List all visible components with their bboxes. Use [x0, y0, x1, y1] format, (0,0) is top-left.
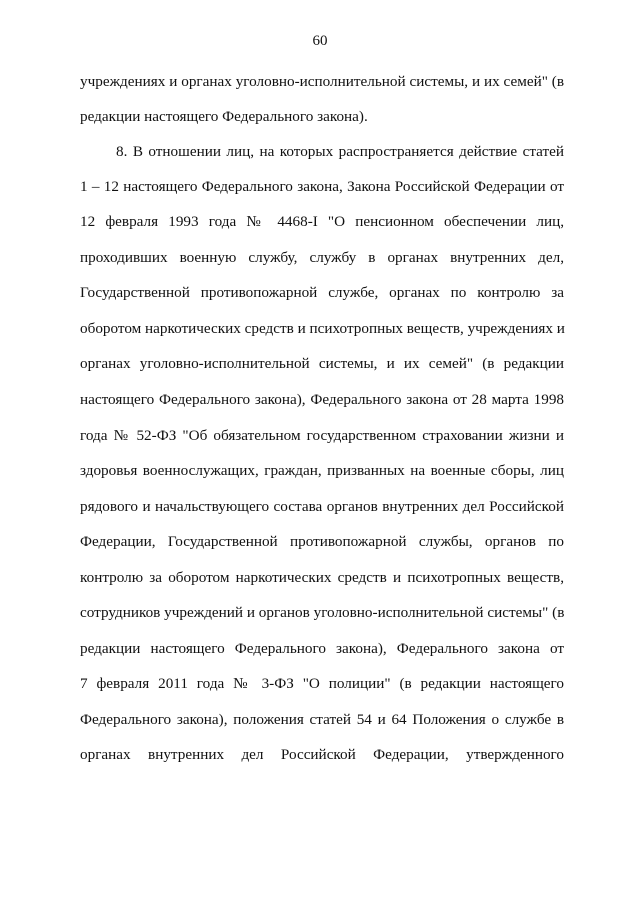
text-line: 12 февраля 1993 года № 4468-I "О пенсионном обеспечении лиц, — [80, 213, 564, 230]
text-line: учреждениях и органах уголовно-исполнительной системы, и их семей" (в — [80, 73, 564, 90]
text-line: Федерального закона), положения статей 54 и 64 Положения о службе в — [80, 711, 564, 728]
text-line: органах уголовно-исполнительной системы, и их семей" (в редакции — [80, 355, 564, 372]
text-line: 1 – 12 настоящего Федерального закона, Закона Российской Федерации от — [80, 178, 564, 195]
text-line: редакции настоящего Федерального закона), Федерального закона от — [80, 640, 564, 657]
text-line: Государственной противопожарной службе, органах по контролю за — [80, 284, 564, 301]
page-number: 60 — [312, 33, 328, 49]
text-line: редакции настоящего Федерального закона). — [80, 108, 368, 125]
text-line: проходивших военную службу, службу в органах внутренних дел, — [80, 249, 564, 266]
text-line: рядового и начальствующего состава органов внутренних дел Российской — [80, 498, 564, 515]
text-line: здоровья военнослужащих, граждан, призванных на военные сборы, лиц — [80, 462, 564, 479]
text-line: 7 февраля 2011 года № 3-ФЗ "О полиции" (в редакции настоящего — [80, 675, 564, 692]
text-line: года № 52-ФЗ "Об обязательном государственном страховании жизни и — [80, 427, 564, 444]
text-line: настоящего Федерального закона), Федерального закона от 28 марта 1998 — [80, 391, 564, 408]
text-line: оборотом наркотических средств и психотропных веществ, учреждениях и — [80, 320, 565, 337]
text-line: контролю за оборотом наркотических средств и психотропных веществ, — [80, 569, 564, 586]
text-line: органах внутренних дел Российской Федерации, утвержденного — [80, 746, 564, 763]
text-line: Федерации, Государственной противопожарной службы, органов по — [80, 533, 564, 550]
text-line: сотрудников учреждений и органов уголовно-исполнительной системы" (в — [80, 604, 565, 621]
paragraph-first-line: 8. В отношении лиц, на которых распространяется действие статей — [116, 143, 564, 160]
